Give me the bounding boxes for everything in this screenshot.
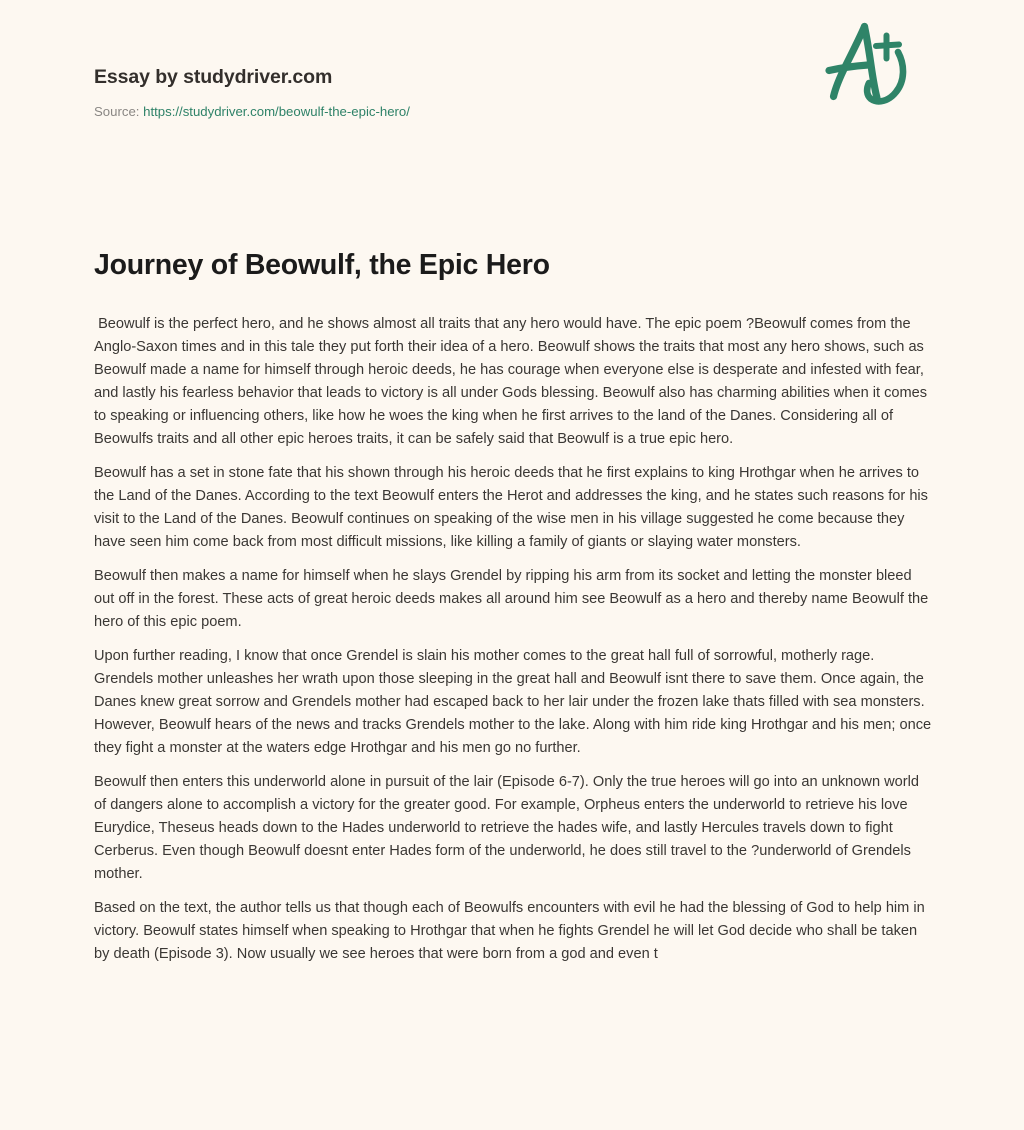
source-row <box>94 103 930 120</box>
document-header <box>94 58 930 168</box>
paragraph: Upon further reading, I know that once Grendel is slain his mother comes to the great hall full of sorrowful, motherly rage. Grendels mother unleashes her wrath upon those sleeping in the great hall and Beowulf isnt there to save them. Once again, the Danes knew great sorrow and Grendels mother had escaped back to her lair under the frozen lake thats filled with sea monsters. However, Beowulf hears of the news and tracks Grendels mother to the lake. Along with him ride king Hrothgar and his men; once they fight a monster at the waters edge Hrothgar and his men go no further. <box>94 648 936 756</box>
byline: Essay by studydriver.com <box>94 66 333 88</box>
source-label: Source: <box>94 104 140 120</box>
paragraph: Beowulf then makes a name for himself when he slays Grendel by ripping his arm from its socket and letting the monster bleed out off in the forest. These acts of great heroic deeds makes all around him see Beowulf as a hero and thereby name Beowulf the hero of this epic poem. <box>94 568 933 630</box>
paragraph: Beowulf is the perfect hero, and he shows almost all traits that any hero would have. The epic poem ?Beowulf comes from the Anglo-Saxon times and in this tale they put forth their idea of a hero. Beowulf shows the traits that most any hero shows, such as Beowulf made a name for himself through heroic deeds, he has courage when everyone else is desperate and infested with fear, and lastly his fearless behavior that leads to victory is all under Gods blessing. Beowulf also has charming abilities when it comes to speaking or influencing others, like how he woes the king when he first arrives to the land of the Danes. Considering all of Beowulfs traits and all other epic heroes traits, it can be safely said that Beowulf is a true epic hero. <box>94 316 932 447</box>
a-plus-logo-glyph <box>820 18 916 114</box>
paragraph: Beowulf then enters this underworld alone in pursuit of the lair (Episode 6-7). Only the true heroes will go into an unknown world of dangers alone to accomplish a victory for the greater good. For example, Orpheus enters the underworld to retrieve his love Eurydice, Theseus heads down to the Hades underworld to retrieve the hades wife, and lastly Hercules travels down to fight Cerberus. Even though Beowulf doesnt enter Hades form of the underworld, he does still travel to the ?underworld of Grendels mother. <box>94 774 924 882</box>
paragraph: Based on the text, the author tells us that though each of Beowulfs encounters with evil he had the blessing of God to help him in victory. Beowulf states himself when speaking to Hrothgar that when he fights Grendel he will let God decide who shall be taken by death (Episode 3). Now usually we see heroes that were born from a god and even t <box>94 900 929 962</box>
article-body <box>94 313 936 966</box>
page-title: Journey of Beowulf, the Epic Hero <box>94 249 550 281</box>
source-link[interactable]: https://studydriver.com/beowulf-the-epic-hero/ <box>143 104 410 120</box>
a-plus-logo-icon <box>820 18 916 114</box>
paragraph: Beowulf has a set in stone fate that his shown through his heroic deeds that he first explains to king Hrothgar when he arrives to the Land of the Danes. According to the text Beowulf enters the Herot and addresses the king, and he states such reasons for his visit to the Land of the Danes. Beowulf continues on speaking of the wise men in his village suggested he come because they have seen him come back from most difficult missions, like killing a family of giants or slaying water monsters. <box>94 465 933 550</box>
